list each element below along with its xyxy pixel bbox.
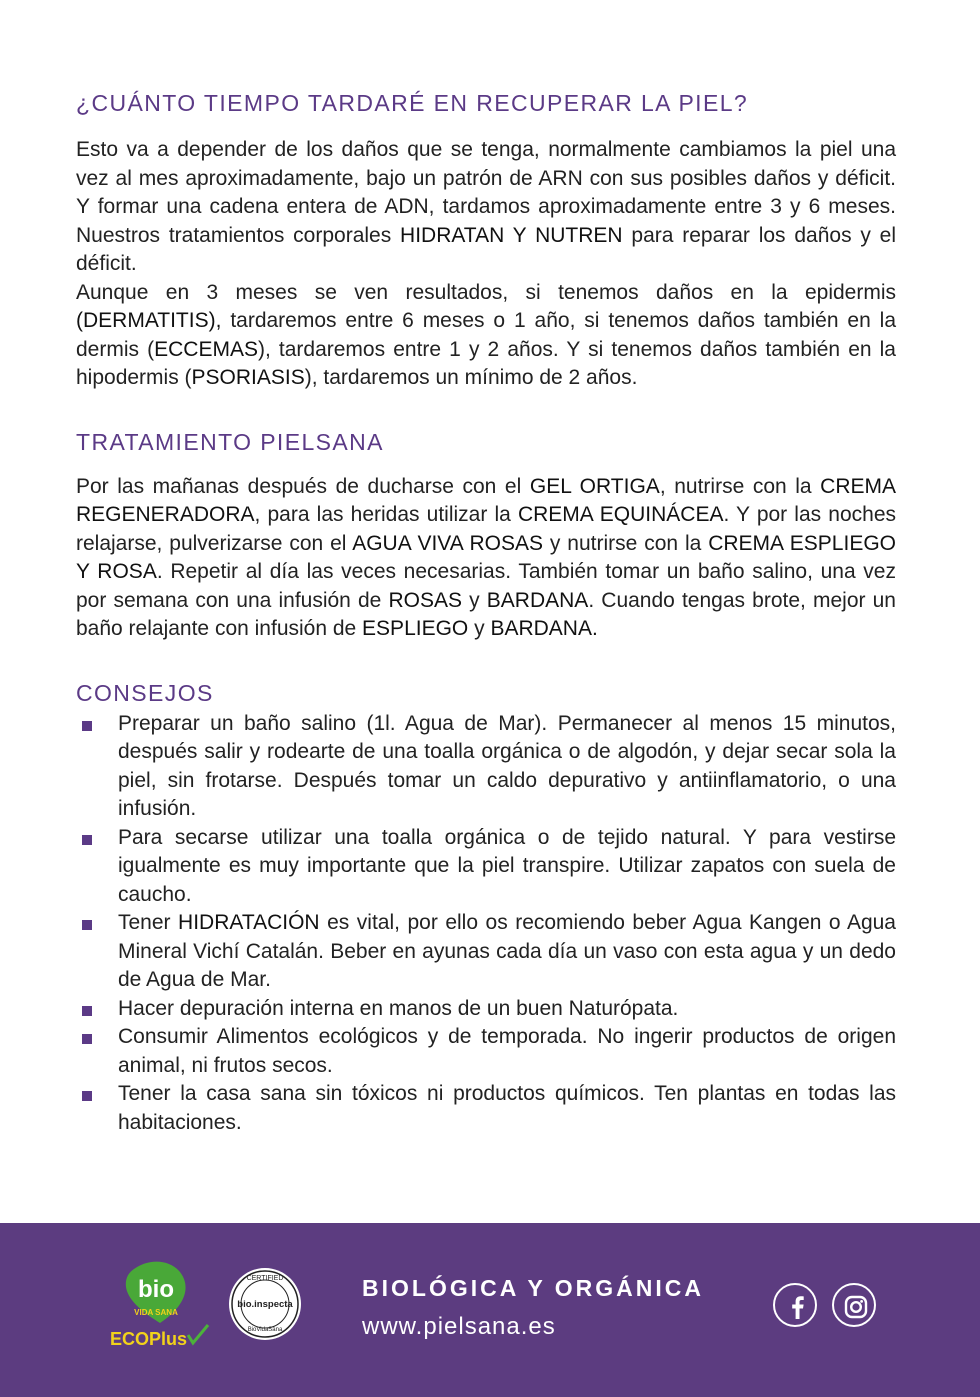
bullet-square-icon (82, 835, 92, 845)
bullet-square-icon (82, 721, 92, 731)
facebook-icon (775, 1285, 819, 1329)
bullet-square-icon (82, 1006, 92, 1016)
website-link[interactable]: www.pielsana.es (362, 1313, 556, 1340)
svg-text:bio.inspecta: bio.inspecta (237, 1299, 293, 1310)
treatment-paragraph: Por las mañanas después de ducharse con el GEL ORTIGA, nutrirse con la CREMA REGENERADORA, para las heridas utilizar la CREMA EQUINÁCEA. Y por las noches relajarse, pulverizarse con el AGUA VIVA ROSAS y nutrirse con la CREMA ESPLIEGO Y ROSA. Repetir al día las veces necesarias. También tomar un baño salino, una vez por semana con una infusión de ROSAS y BARDANA. Cuando tengas brote, mejor un baño relajante con infusión de ESPLIEGO y BARDANA. (76, 474, 897, 640)
bio-inspecta-certified-logo (228, 1267, 302, 1341)
recovery-paragraph-2: Aunque en 3 meses se ven resultados, si tenemos daños en la epidermis (DERMATITIS), tardaremos entre 6 meses o 1 año, si tenemos daños también en la dermis (ECCEMAS), tardaremos entre 1 y 2 años. Y si tenemos daños también en la hipodermis (PSORIASIS), tardaremos un mínimo de 2 años. (76, 280, 896, 389)
section-title-treatment: TRATAMIENTO PIELSANA (76, 428, 384, 455)
recovery-paragraph-1: Esto va a depender de los daños que se tenga, normalmente cambiamos la piel una vez al mes aproximadamente, bajo un patrón de ARN con sus posibles daños y déficit. Y formar una cadena entera de ADN, tardamos aproximadamente entre 3 y 6 meses. Nuestros tratamientos corporales HIDRATAN Y NUTREN para reparar los daños y el déficit. (76, 138, 897, 275)
section-title-advice: CONSEJOS (76, 679, 214, 706)
instagram-button[interactable] (832, 1283, 876, 1327)
section-title-recovery: ¿CUÁNTO TIEMPO TARDARÉ EN RECUPERAR LA PIEL? (76, 90, 749, 116)
svg-text:bio: bio (138, 1276, 174, 1303)
svg-text:BioVidaSana: BioVidaSana (247, 1327, 283, 1333)
list-item: Para secarse utilizar una toalla orgánica o de tejido natural. Y para vestirse igualmente es muy importante que la piel transpire. Utilizar zapatos con suela de caucho. (76, 824, 896, 910)
list-item: Hacer depuración interna en manos de un buen Naturópata. (76, 995, 896, 1024)
bullet-square-icon (82, 1034, 92, 1044)
list-item: Preparar un baño salino (1l. Agua de Mar). Permanecer al menos 15 minutos, después salir y rodearte de una toalla orgánica o de algodón, y dejar secar sola la piel, sin frotarse. Después tomar un caldo depurativo y antiinflamatorio, o una infusión. (76, 710, 896, 824)
svg-text:ECOPlus: ECOPlus (110, 1329, 188, 1349)
list-item: Consumir Alimentos ecológicos y de temporada. No ingerir productos de origen animal, ni frutos secos. (76, 1023, 896, 1080)
bullet-square-icon (82, 920, 92, 930)
instagram-icon (834, 1285, 878, 1329)
main-content (76, 86, 896, 1137)
bullet-square-icon (82, 1091, 92, 1101)
footer-tagline: BIOLÓGICA Y ORGÁNICA (362, 1275, 704, 1301)
list-item: Tener HIDRATACIÓN es vital, por ello os recomiendo beber Agua Kangen o Agua Mineral Vichí Catalán. Beber en ayunas cada día un vaso con esta agua y un dedo de Agua de Mar. (76, 909, 896, 995)
svg-text:VIDA SANA: VIDA SANA (134, 1308, 178, 1317)
list-item: Tener la casa sana sin tóxicos ni productos químicos. Ten plantas en todas las habitaciones. (76, 1080, 896, 1137)
footer-band (0, 1223, 980, 1397)
facebook-button[interactable] (773, 1283, 817, 1327)
svg-text:CERTIFIED: CERTIFIED (246, 1275, 284, 1282)
bio-vida-sana-ecoplus-logo (104, 1261, 216, 1361)
advice-list (76, 710, 896, 1138)
